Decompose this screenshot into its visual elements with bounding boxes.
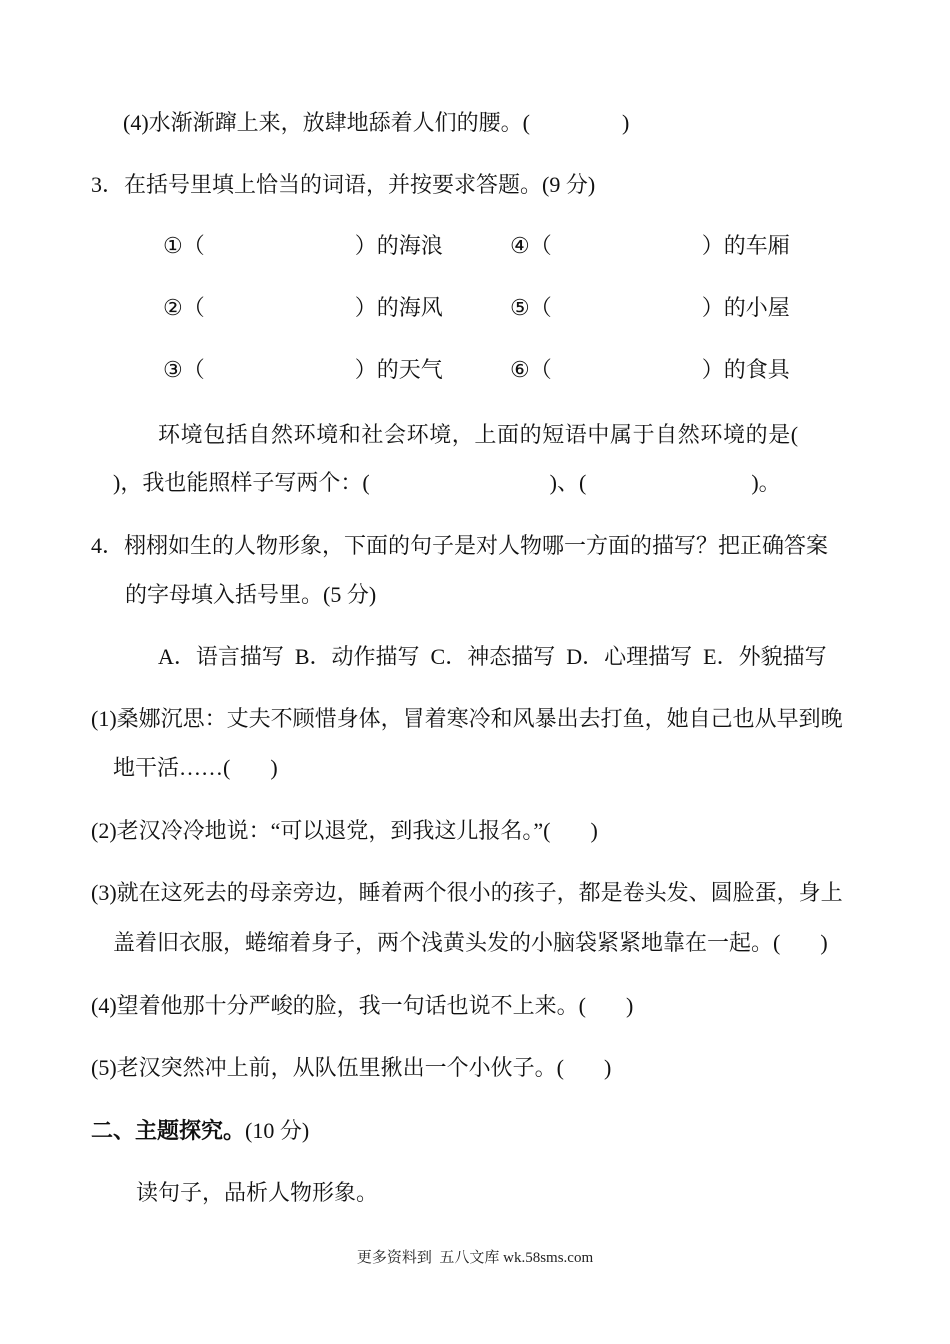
item-close: ) [820,930,828,955]
q3-phrase-5 [510,293,790,323]
q2-item-4-text: (4)水渐渐蹿上来，放肆地舔着人们的腰。( [123,110,530,135]
q4-item-5 [91,1053,611,1083]
q4-item-1-line1: (1)桑娜沉思：丈夫不顾惜身体，冒着寒冷和风暴出去打鱼，她自己也从早到晚 [91,706,843,731]
phrase-text: ）的车厢 [701,233,790,258]
q3-title: 3．在括号里填上恰当的词语，并按要求答题。(9 分) [91,172,596,197]
item-close: ) [590,818,598,843]
phrase-number: ⑤（ [510,295,552,320]
q4-item-2 [91,816,598,846]
section-2-heading [91,1116,309,1146]
phrase-number: ⑥（ [510,357,552,382]
q3-phrase-4 [510,231,790,261]
q4-item-4 [91,991,633,1021]
note-text: )。 [751,470,781,495]
note-text: )，我也能照样子写两个：( [113,470,370,495]
note-text: )、( [549,470,587,495]
phrase-text: ）的食具 [701,357,790,382]
q4-item-3-line1: (3)就在这死去的母亲旁边，睡着两个很小的孩子，都是卷头发、圆脸蛋，身上 [91,880,843,905]
item-text: 地干活……( [113,755,231,780]
item-text: (2)老汉冷冷地说：“可以退党，到我这儿报名。”( [91,818,551,843]
q3-phrase-6 [510,355,790,385]
q4-item-1-line2 [113,753,278,783]
q3-phrase-2 [163,293,443,323]
phrase-text: ）的海风 [354,295,443,320]
item-close: ) [603,1055,612,1080]
item-close: ) [270,755,278,780]
q3-note-line2 [113,468,781,498]
item-text: (4)望着他那十分严峻的脸，我一句话也说不上来。( [91,993,586,1018]
q3-note-line1: 环境包括自然环境和社会环境，上面的短语中属于自然环境的是( [158,422,799,447]
phrase-text: ）的小屋 [701,295,790,320]
q2-item-4-close: ) [621,110,630,135]
q4-item-3-line2 [113,928,828,958]
q4-title-line1: 4．栩栩如生的人物形象，下面的句子是对人物哪一方面的描写？把正确答案 [91,533,829,558]
item-text: 盖着旧衣服，蜷缩着身子，两个浅黄头发的小脑袋紧紧地靠在一起。( [113,930,781,955]
section-2-instruction: 读句子，品析人物形象。 [136,1180,379,1205]
section-2-title: 二、主题探究。 [91,1118,246,1143]
item-close: ) [625,993,634,1018]
phrase-number: ①（ [163,233,205,258]
q3-phrase-3 [163,355,443,385]
phrase-number: ②（ [163,295,205,320]
q4-title-line2: 的字母填入括号里。(5 分) [125,582,377,607]
phrase-number: ④（ [510,233,552,258]
page-footer: 更多资料到 五八文库 wk.58sms.com [356,1250,594,1266]
q4-options: A．语言描写 B．动作描写 C．神态描写 D．心理描写 E．外貌描写 [158,644,827,669]
section-2-score: (10 分) [245,1118,310,1143]
q3-phrase-1 [163,231,443,261]
phrase-text: ）的海浪 [354,233,443,258]
phrase-number: ③（ [163,357,205,382]
item-text: (5)老汉突然冲上前，从队伍里揪出一个小伙子。( [91,1055,564,1080]
phrase-text: ）的天气 [354,357,443,382]
q2-item-4 [123,108,629,138]
